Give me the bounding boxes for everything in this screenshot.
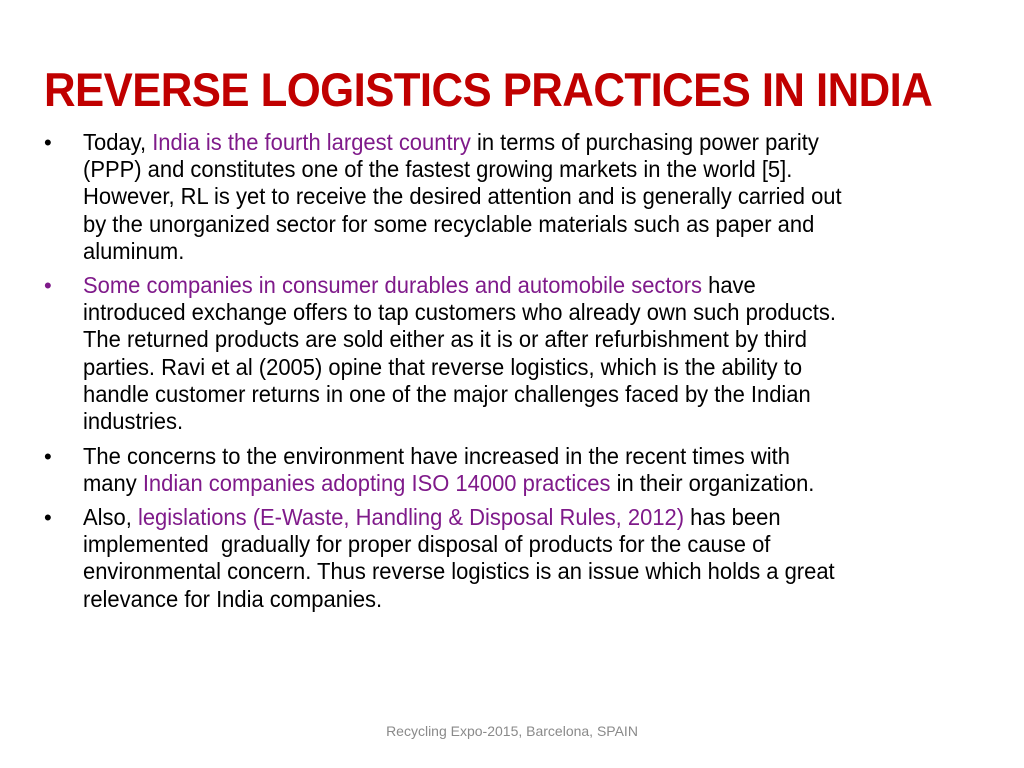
text-run: relevance for India companies. [83,585,383,612]
text-run: has been [684,504,781,530]
text-run: implemented gradually for proper disposal of products for the cause of [83,531,771,558]
text-run: The concerns to the environment have increased in the recent times with [83,443,790,469]
bullet-line [83,156,792,183]
bullet-line [83,238,184,265]
text-run: in their organization. [610,470,815,497]
bullet-line [83,558,835,585]
highlighted-text: India is the fourth largest country [152,129,471,155]
bullet-line [83,129,819,156]
bullet-line [83,183,842,210]
text-run: However, RL is yet to receive the desired attention and is generally carried out [83,183,842,210]
bullet-icon: • [44,505,52,530]
bullet-icon: • [44,273,52,298]
bullet-line [83,586,382,613]
bullet-icon: • [44,130,52,155]
bullet-line [83,299,836,326]
bullet-line [83,381,811,408]
bullet-line [83,531,770,558]
highlighted-text: Some companies in consumer durables and automobile sectors [83,272,703,298]
highlighted-text: Indian companies adopting ISO 14000 practices [142,470,611,497]
text-run: many [83,470,143,497]
text-run: introduced exchange offers to tap customers who already own such products. [83,299,836,326]
text-run: environmental concern. Thus reverse logistics is an issue which holds a great [83,558,835,585]
bullet-line [83,443,790,470]
slide-footer: Recycling Expo-2015, Barcelona, SPAIN [386,723,638,739]
text-run: in terms of purchasing power parity [470,129,819,155]
bullet-line [83,354,802,381]
text-run: aluminum. [83,237,185,264]
text-run: Today, [83,129,153,155]
text-run: handle customer returns in one of the major challenges faced by the Indian [83,380,811,407]
text-run: industries. [83,408,184,434]
bullet-line [83,326,807,353]
bullet-line [83,408,183,435]
bullet-icon: • [44,444,52,469]
text-run: Also, [83,504,138,530]
text-run: parties. Ravi et al (2005) opine that reverse logistics, which is the ability to [83,353,803,380]
slide-title: REVERSE LOGISTICS PRACTICES IN INDIA [44,63,933,116]
bullet-line [83,504,781,531]
bullet-line [83,272,756,299]
text-run: (PPP) and constitutes one of the fastest growing markets in the world [5]. [83,156,793,183]
text-run: have [702,272,756,298]
text-run: by the unorganized sector for some recyclable materials such as paper and [83,210,815,237]
highlighted-text: legislations (E-Waste, Handling & Disposal Rules, 2012) [137,504,685,530]
bullet-line [83,470,814,497]
text-run: The returned products are sold either as it is or after refurbishment by third [83,326,807,353]
bullet-line [83,211,814,238]
